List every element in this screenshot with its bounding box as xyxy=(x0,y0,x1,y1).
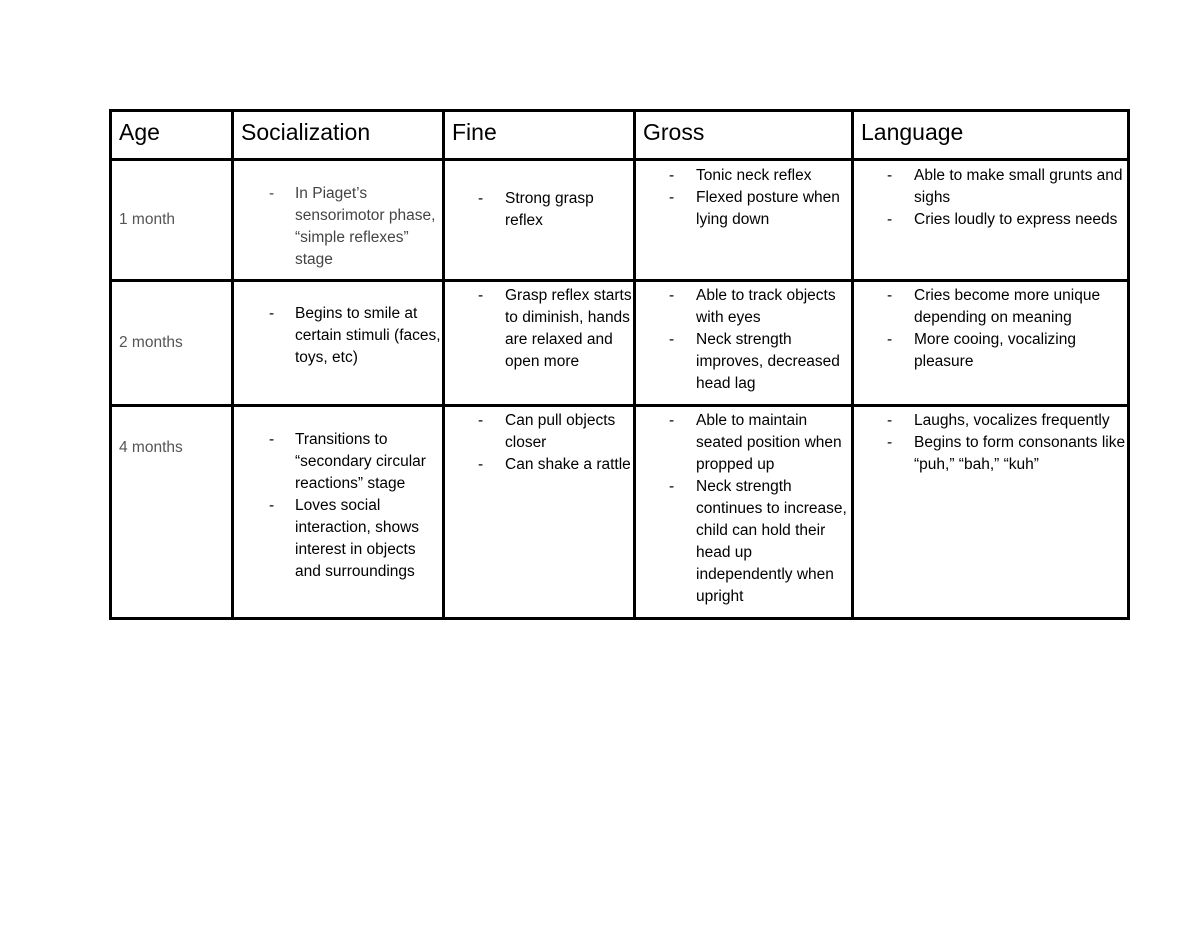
fine-cell xyxy=(444,281,635,406)
language-cell xyxy=(853,281,1129,406)
header-age: Age xyxy=(111,111,233,160)
list-item: - Can pull objects closer xyxy=(445,410,633,454)
list-item: - Neck strength improves, decreased head lag xyxy=(636,329,851,395)
list-item: - Laughs, vocalizes frequently xyxy=(854,410,1127,432)
list-item: - More cooing, vocalizing pleasure xyxy=(854,329,1127,373)
list-item: - Able to track objects with eyes xyxy=(636,285,851,329)
list-item: - Grasp reflex starts to diminish, hands are relaxed and open more xyxy=(445,285,633,373)
fine-cell xyxy=(444,406,635,619)
header-socialization: Socialization xyxy=(233,111,444,160)
socialization-cell xyxy=(233,160,444,281)
gross-cell xyxy=(635,160,853,281)
age-cell: 1 month xyxy=(111,160,233,281)
age-cell xyxy=(111,406,233,619)
fine-cell xyxy=(444,160,635,281)
list-item: - Neck strength continues to increase, child can hold their head up independently when upright xyxy=(636,476,851,608)
list-item: - Able to maintain seated position when propped up xyxy=(636,410,851,476)
language-cell xyxy=(853,406,1129,619)
age-label: 4 months xyxy=(119,439,183,456)
gross-cell xyxy=(635,406,853,619)
list-item: - Cries become more unique depending on meaning xyxy=(854,285,1127,329)
list-item: - Transitions to “secondary circular reactions” stage xyxy=(234,429,442,495)
table-row xyxy=(111,281,1129,406)
language-cell xyxy=(853,160,1129,281)
table-row xyxy=(111,406,1129,619)
list-item: - In Piaget’s sensorimotor phase, “simple reflexes” stage xyxy=(234,183,442,271)
header-row xyxy=(111,111,1129,160)
list-item: - Strong grasp reflex xyxy=(445,188,633,232)
header-gross: Gross xyxy=(635,111,853,160)
development-table xyxy=(109,109,1130,620)
header-fine: Fine xyxy=(444,111,635,160)
list-item: - Can shake a rattle xyxy=(445,454,633,476)
list-item: - Able to make small grunts and sighs xyxy=(854,165,1127,209)
socialization-cell xyxy=(233,281,444,406)
list-item: - Begins to smile at certain stimuli (faces, toys, etc) xyxy=(234,303,442,369)
table-row xyxy=(111,160,1129,281)
list-item: - Flexed posture when lying down xyxy=(636,187,851,231)
list-item: - Begins to form consonants like “puh,” “bah,” “kuh” xyxy=(854,432,1127,476)
header-language: Language xyxy=(853,111,1129,160)
socialization-cell xyxy=(233,406,444,619)
age-cell: 2 months xyxy=(111,281,233,406)
gross-cell xyxy=(635,281,853,406)
list-item: - Loves social interaction, shows interest in objects and surroundings xyxy=(234,495,442,583)
list-item: - Cries loudly to express needs xyxy=(854,209,1127,231)
list-item: - Tonic neck reflex xyxy=(636,165,851,187)
